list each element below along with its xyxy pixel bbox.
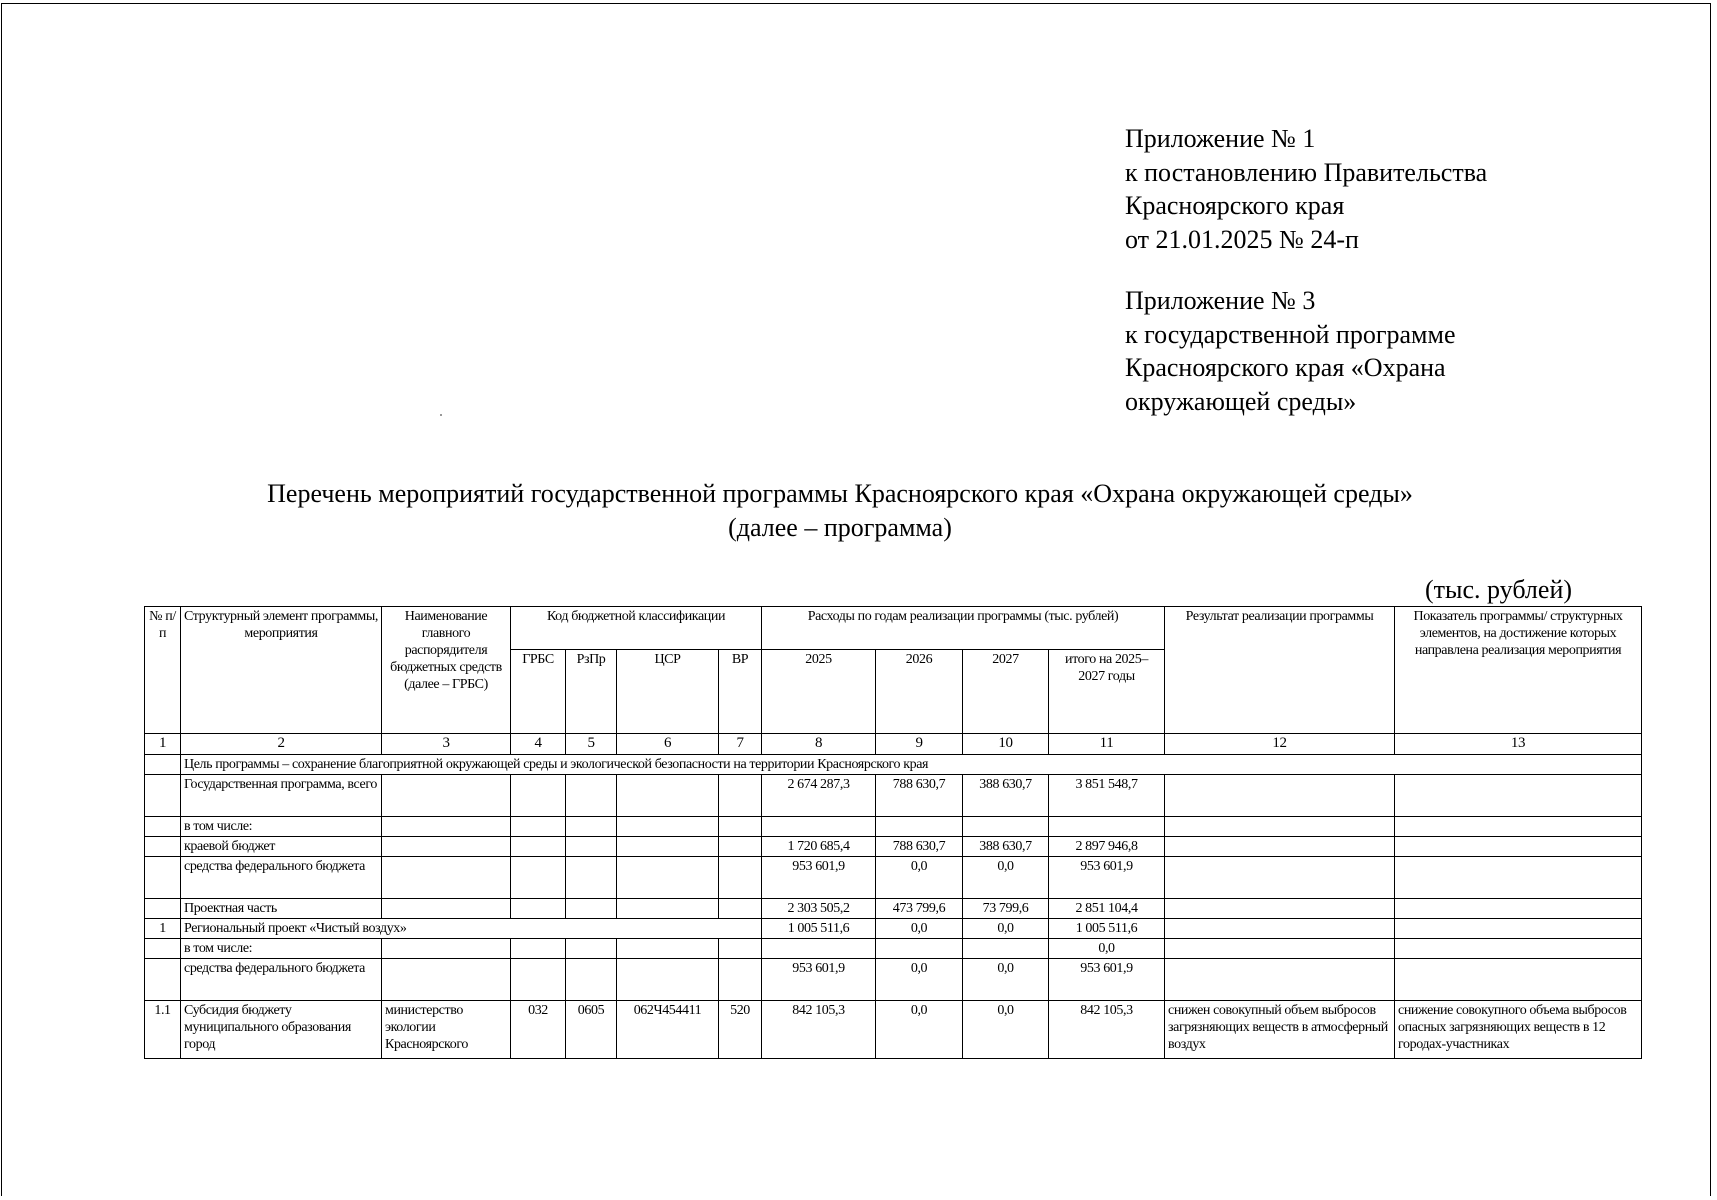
value-total: 953 601,9 bbox=[1049, 959, 1165, 1001]
grbs-code: 032 bbox=[511, 1001, 566, 1059]
value-2027: 0,0 bbox=[963, 919, 1049, 939]
column-number: 4 bbox=[511, 734, 566, 755]
value-2025: 842 105,3 bbox=[762, 1001, 876, 1059]
table-row bbox=[145, 857, 1642, 899]
table-row bbox=[145, 919, 1642, 939]
value-2026: 788 630,7 bbox=[876, 837, 963, 857]
row-name: Проектная часть bbox=[181, 899, 382, 919]
value-2027: 0,0 bbox=[963, 857, 1049, 899]
annex-3-line: окружающей среды» bbox=[1125, 386, 1357, 416]
document-title bbox=[160, 477, 1520, 545]
table-row bbox=[145, 775, 1642, 817]
column-number: 5 bbox=[566, 734, 617, 755]
table-row bbox=[145, 899, 1642, 919]
row-name: средства федерального бюджета bbox=[181, 857, 382, 899]
column-number: 3 bbox=[382, 734, 511, 755]
grbs-name: министерство экологии Красноярского bbox=[382, 1001, 511, 1059]
program-goal: Цель программы – сохранение благоприятной окружающей среды и экологической безопасности на территории Красноярского края bbox=[181, 755, 1642, 775]
header-total: итого на 2025–2027 годы bbox=[1049, 650, 1165, 734]
measures-table bbox=[144, 606, 1642, 1059]
header-expenses: Расходы по годам реализации программы (тыс. рублей) bbox=[762, 607, 1165, 650]
column-number: 11 bbox=[1049, 734, 1165, 755]
annex-1-line: от 21.01.2025 № 24-п bbox=[1125, 224, 1359, 254]
value-2026: 473 799,6 bbox=[876, 899, 963, 919]
value-2025: 953 601,9 bbox=[762, 857, 876, 899]
indicator-text: снижение совокупного объема выбросов опасных загрязняющих веществ в 12 городах-участниках bbox=[1395, 1001, 1642, 1059]
table-row bbox=[145, 837, 1642, 857]
value-2026: 0,0 bbox=[876, 857, 963, 899]
value-2025: 1 005 511,6 bbox=[762, 919, 876, 939]
column-number: 9 bbox=[876, 734, 963, 755]
header-num: № п/п bbox=[145, 607, 181, 734]
row-name: средства федерального бюджета bbox=[181, 959, 382, 1001]
value-2025: 1 720 685,4 bbox=[762, 837, 876, 857]
annex-1-line: Красноярского края bbox=[1125, 191, 1345, 220]
value-total: 1 005 511,6 bbox=[1049, 919, 1165, 939]
title-line-1: Перечень мероприятий государственной программы Красноярского края «Охрана окружающей среды» bbox=[267, 479, 1413, 508]
value-2027: 0,0 bbox=[963, 959, 1049, 1001]
row-name: в том числе: bbox=[181, 939, 382, 959]
annex-1-block bbox=[1125, 122, 1487, 256]
header-year-2027: 2027 bbox=[963, 650, 1049, 734]
scan-speck bbox=[440, 414, 442, 416]
row-num: 1 bbox=[145, 919, 181, 939]
value-total: 2 851 104,4 bbox=[1049, 899, 1165, 919]
value-total: 953 601,9 bbox=[1049, 857, 1165, 899]
header-grbs: ГРБС bbox=[511, 650, 566, 734]
header-rzpr: РзПр bbox=[566, 650, 617, 734]
value-2027: 388 630,7 bbox=[963, 775, 1049, 817]
header-element: Структурный элемент программы, мероприятия bbox=[181, 607, 382, 734]
vr-code: 520 bbox=[719, 1001, 762, 1059]
value-total: 3 851 548,7 bbox=[1049, 775, 1165, 817]
value-2026: 788 630,7 bbox=[876, 775, 963, 817]
column-number: 1 bbox=[145, 734, 181, 755]
annex-3-block bbox=[1125, 284, 1456, 418]
column-number: 6 bbox=[617, 734, 719, 755]
column-number: 12 bbox=[1165, 734, 1395, 755]
header-indicator: Показатель программы/ структурных элементов, на достижение которых направлена реализация мероприятия bbox=[1395, 607, 1642, 734]
table-row bbox=[145, 959, 1642, 1001]
title-line-2: (далее – программа) bbox=[728, 513, 952, 542]
annex-1-line: Приложение № 1 bbox=[1125, 124, 1316, 153]
table-row bbox=[145, 1001, 1642, 1059]
value-total: 842 105,3 bbox=[1049, 1001, 1165, 1059]
header-vr: ВР bbox=[719, 650, 762, 734]
csr-code: 062Ч454411 bbox=[617, 1001, 719, 1059]
column-number: 13 bbox=[1395, 734, 1642, 755]
value-2026: 0,0 bbox=[876, 959, 963, 1001]
value-2026: 0,0 bbox=[876, 1001, 963, 1059]
row-num: 1.1 bbox=[145, 1001, 181, 1059]
goal-num-cell bbox=[145, 755, 181, 775]
value-2025: 953 601,9 bbox=[762, 959, 876, 1001]
column-number-row bbox=[145, 734, 1642, 755]
table-row bbox=[145, 817, 1642, 837]
column-number: 2 bbox=[181, 734, 382, 755]
rzpr-code: 0605 bbox=[566, 1001, 617, 1059]
header-row-1 bbox=[145, 607, 1642, 650]
row-name: Региональный проект «Чистый воздух» bbox=[181, 919, 762, 939]
header-year-2025: 2025 bbox=[762, 650, 876, 734]
header-csr: ЦСР bbox=[617, 650, 719, 734]
header-budget-code: Код бюджетной классификации bbox=[511, 607, 762, 650]
value-2027: 388 630,7 bbox=[963, 837, 1049, 857]
row-name: Государственная программа, всего bbox=[181, 775, 382, 817]
column-number: 7 bbox=[719, 734, 762, 755]
header-result: Результат реализации программы bbox=[1165, 607, 1395, 734]
value-2027: 73 799,6 bbox=[963, 899, 1049, 919]
units-label: (тыс. рублей) bbox=[1425, 575, 1573, 604]
header-year-2026: 2026 bbox=[876, 650, 963, 734]
value-2025: 2 674 287,3 bbox=[762, 775, 876, 817]
annex-3-line: Приложение № 3 bbox=[1125, 286, 1316, 315]
row-name: Субсидия бюджету муниципального образования город bbox=[181, 1001, 382, 1059]
value-total: 2 897 946,8 bbox=[1049, 837, 1165, 857]
annex-1-line: к постановлению Правительства bbox=[1125, 157, 1488, 187]
header-grbs-name: Наименование главного распорядителя бюджетных средств (далее – ГРБС) bbox=[382, 607, 511, 734]
value-total: 0,0 bbox=[1049, 939, 1165, 959]
value-2026: 0,0 bbox=[876, 919, 963, 939]
row-name: в том числе: bbox=[181, 817, 382, 837]
goal-row bbox=[145, 755, 1642, 775]
annex-3-line: Красноярского края «Охрана bbox=[1125, 353, 1446, 382]
row-name: краевой бюджет bbox=[181, 837, 382, 857]
column-number: 10 bbox=[963, 734, 1049, 755]
column-number: 8 bbox=[762, 734, 876, 755]
annex-3-line: к государственной программе bbox=[1125, 319, 1456, 349]
value-2027: 0,0 bbox=[963, 1001, 1049, 1059]
table-row bbox=[145, 939, 1642, 959]
result-text: снижен совокупный объем выбросов загрязняющих веществ в атмосферный воздух bbox=[1165, 1001, 1395, 1059]
value-2025: 2 303 505,2 bbox=[762, 899, 876, 919]
